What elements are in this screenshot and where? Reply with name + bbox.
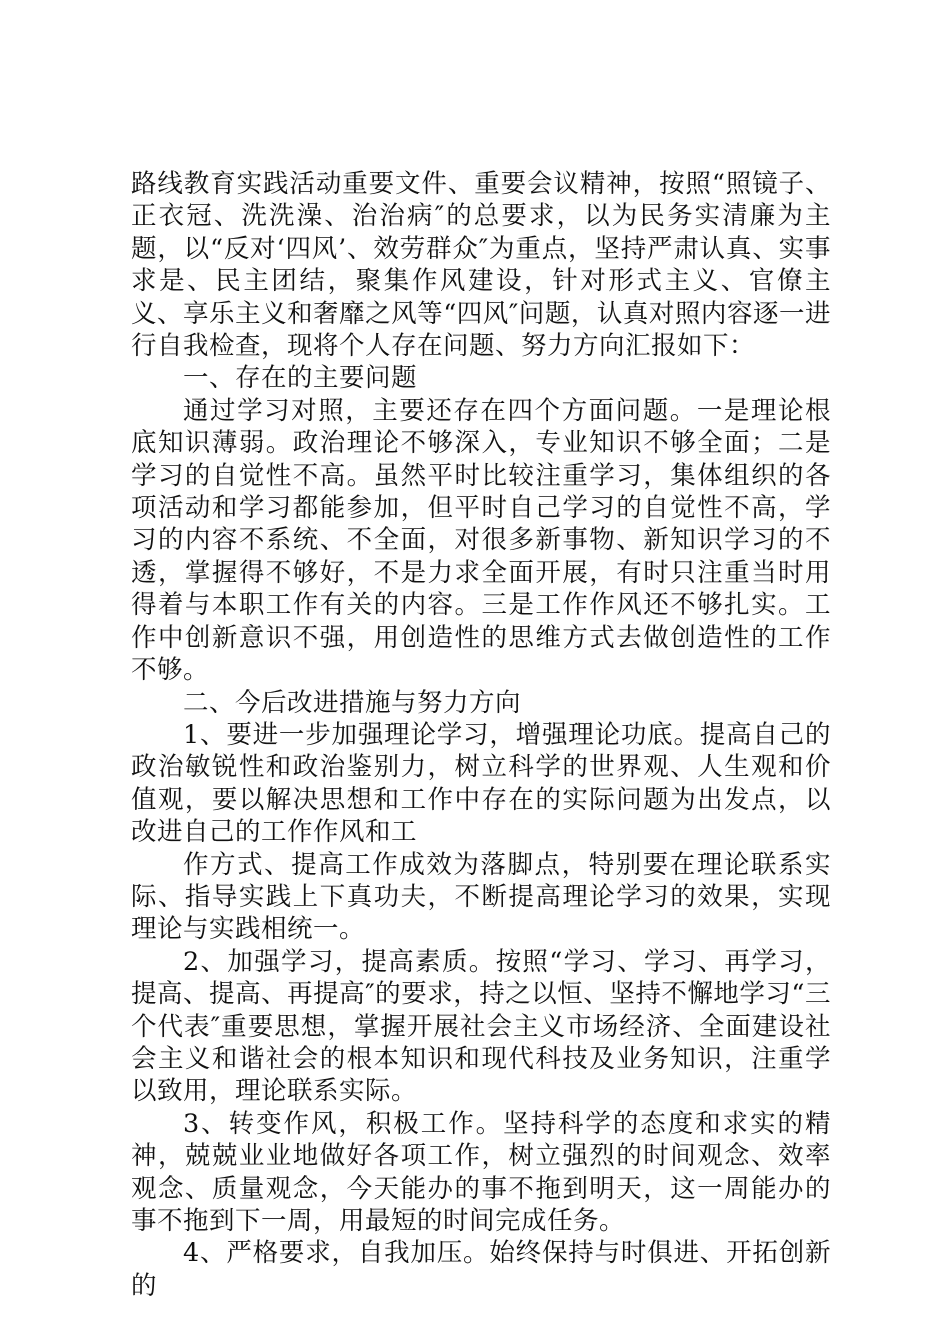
section-heading-measures: 二、今后改进措施与努力方向 <box>183 687 522 718</box>
measure-1-paragraph: 1、要进一步加强理论学习，增强理论功底。提高自己的政治敏锐性和政治鉴别力，树立科学的世界观、人生观和价值观，要以解决思想和工作中存在的实际问题为出发点，以改进自己的工作作风和工 <box>131 719 831 848</box>
measure-1-continued-paragraph: 作方式、提高工作成效为落脚点，特别要在理论联系实际、指导实践上下真功夫，不断提高理论学习的效果，实现理论与实践相统一。 <box>131 849 831 945</box>
intro-paragraph: 路线教育实践活动重要文件、重要会议精神，按照“照镜子、正衣冠、洗洗澡、治治病″的总要求，以为民务实清廉为主题，以“反对‘四风’、效劳群众″为重点，坚持严肃认真、实事求是、民主团结，聚集作风建设，针对形式主义、官僚主义、享乐主义和奢靡之风等“四风″问题，认真对照内容逐一进行自我检查，现将个人存在问题、努力方向汇报如下： <box>131 169 831 362</box>
measure-2-paragraph: 2、加强学习，提高素质。按照“学习、学习、再学习，提高、提高、再提高″的要求，持之以恒、坚持不懈地学习“三个代表″重要思想，掌握开展社会主义市场经济、全面建设社会主义和谐社会的根本知识和现代科技及业务知识，注重学以致用，理论联系实际。 <box>131 946 831 1107</box>
document-body <box>131 168 831 1302</box>
section-heading-problems: 一、存在的主要问题 <box>183 363 418 394</box>
measure-3-paragraph: 3、转变作风，积极工作。坚持科学的态度和求实的精神，兢兢业业地做好各项工作，树立强烈的时间观念、效率观念、质量观念，今天能办的事不拖到明天，这一周能办的事不拖到下一周，用最短的时间完成任务。 <box>131 1108 831 1236</box>
problems-paragraph: 通过学习对照，主要还存在四个方面问题。一是理论根底知识薄弱。政治理论不够深入，专业知识不够全面；二是学习的自觉性不高。虽然平时比较注重学习，集体组织的各项活动和学习都能参加，但平时自己学习的自觉性不高，学习的内容不系统、不全面，对很多新事物、新知识学习的不透，掌握得不够好，不是力求全面开展，有时只注重当时用得着与本职工作有关的内容。三是工作作风还不够扎实。工作中创新意识不强，用创造性的思维方式去做创造性的工作不够。 <box>131 395 831 686</box>
measure-4-paragraph: 4、严格要求，自我加压。始终保持与时俱进、开拓创新的 <box>131 1238 831 1301</box>
